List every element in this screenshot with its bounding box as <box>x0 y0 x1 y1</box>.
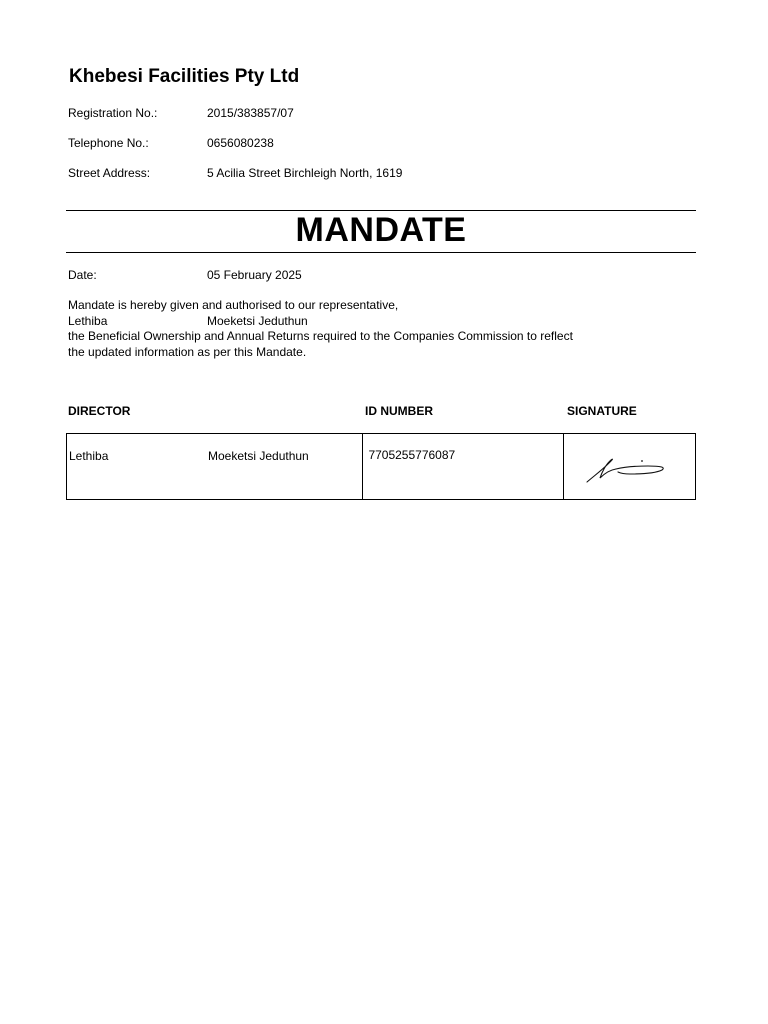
director-name-cell <box>67 434 363 500</box>
company-name: Khebesi Facilities Pty Ltd <box>69 66 300 87</box>
signature-header: SIGNATURE <box>567 404 637 418</box>
telephone-label: Telephone No.: <box>68 136 149 150</box>
director-last-name: Moeketsi Jeduthun <box>208 449 309 463</box>
directors-table <box>66 433 696 500</box>
telephone-value: 0656080238 <box>207 136 274 150</box>
date-value: 05 February 2025 <box>207 268 302 282</box>
document-title: MANDATE <box>295 211 467 249</box>
registration-value: 2015/383857/07 <box>207 106 294 120</box>
table-row <box>67 434 696 500</box>
director-id-cell: 7705255776087 <box>363 434 564 500</box>
director-first-name: Lethiba <box>69 449 109 463</box>
representative-first-name: Lethiba <box>68 313 108 328</box>
signature-cell <box>564 434 696 500</box>
id-number-header: ID NUMBER <box>365 404 433 418</box>
mandate-paragraph <box>68 298 573 360</box>
address-value: 5 Acilia Street Birchleigh North, 1619 <box>207 166 403 180</box>
title-bottom-rule <box>66 252 696 253</box>
mandate-line-4: the updated information as per this Mandate. <box>68 344 307 359</box>
mandate-line-2 <box>68 314 573 330</box>
mandate-line-3: the Beneficial Ownership and Annual Returns required to the Companies Commission to reflect <box>68 329 573 343</box>
mandate-line-1: Mandate is hereby given and authorised to our representative, <box>68 298 399 312</box>
registration-label: Registration No.: <box>68 106 158 120</box>
date-label: Date: <box>68 268 97 282</box>
handwritten-signature-icon <box>584 448 674 484</box>
address-label: Street Address: <box>68 166 151 180</box>
director-header: DIRECTOR <box>68 404 131 418</box>
representative-last-name: Moeketsi Jeduthun <box>207 313 308 328</box>
